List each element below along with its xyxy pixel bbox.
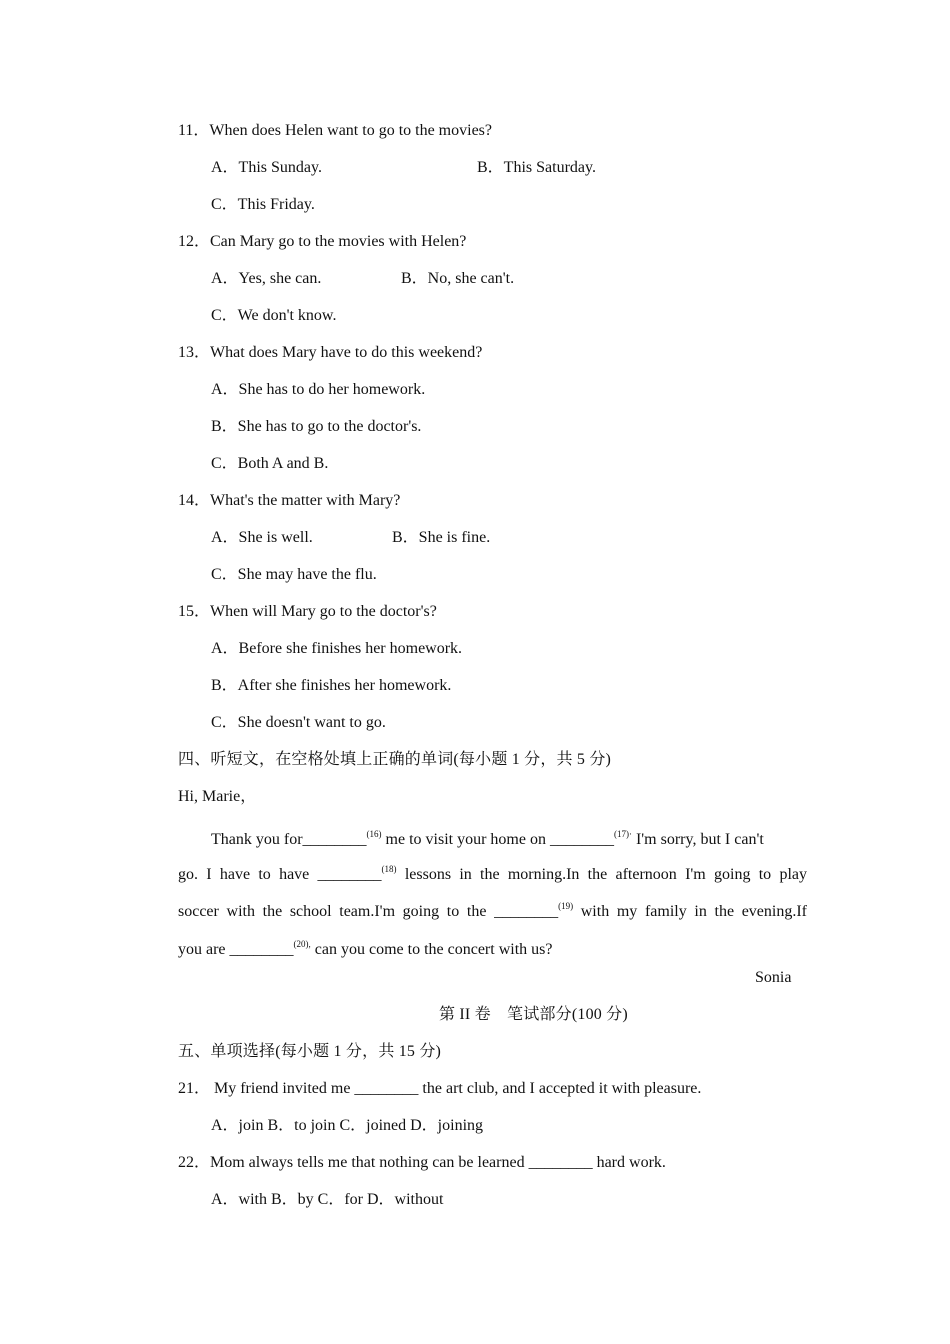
- passage-text: can you come to the concert with us?: [310, 941, 553, 958]
- blank-number-17: (17)·: [613, 829, 632, 839]
- passage-line-3: [178, 896, 807, 922]
- option-11-c: C．This Friday.: [211, 196, 315, 213]
- passage-text: go. I have to have ________: [178, 866, 382, 883]
- passage-text: I'm sorry, but I can't: [631, 831, 764, 848]
- part-2-title: 第 II 卷 笔试部分(100 分): [439, 1006, 628, 1023]
- passage-text: Thank you for________: [211, 831, 367, 848]
- passage-line-4: [178, 934, 552, 960]
- blank-number-18: (18): [381, 864, 397, 874]
- option-13-a: A．She has to do her homework.: [211, 381, 426, 398]
- options-21: A．join B．to join C．joined D．joining: [211, 1117, 484, 1134]
- passage-text: lessons in the morning.In the afternoon I'm going to play: [396, 866, 807, 883]
- option-15-b: B．After she finishes her homework.: [211, 677, 452, 694]
- option-14-c: C．She may have the flu.: [211, 566, 377, 583]
- passage-line-2: [178, 859, 807, 885]
- option-12-b: B．No, she can't.: [401, 270, 515, 287]
- option-15-c: C．She doesn't want to go.: [211, 714, 386, 731]
- blank-number-16: (16): [366, 829, 382, 839]
- question-11: 11．When does Helen want to go to the movies?: [178, 122, 493, 139]
- question-21: 21． My friend invited me ________ the art club, and I accepted it with pleasure.: [178, 1080, 702, 1097]
- question-14: 14．What's the matter with Mary?: [178, 492, 401, 509]
- passage-text: you are ________: [178, 941, 294, 958]
- option-14-a: A．She is well.: [211, 529, 313, 546]
- passage-line-1: [211, 824, 764, 850]
- section-5-heading: 五、单项选择(每小题 1 分，共 15 分): [178, 1043, 442, 1060]
- option-11-a: A．This Sunday.: [211, 159, 322, 176]
- blank-number-19: (19): [558, 901, 574, 911]
- options-22: A．with B．by C．for D．without: [211, 1191, 444, 1208]
- option-13-c: C．Both A and B.: [211, 455, 329, 472]
- option-14-b: B．She is fine.: [392, 529, 491, 546]
- letter-greeting: Hi, Marie，: [178, 788, 257, 805]
- option-12-c: C．We don't know.: [211, 307, 337, 324]
- question-12: 12．Can Mary go to the movies with Helen?: [178, 233, 467, 250]
- passage-text: me to visit your home on ________: [381, 831, 614, 848]
- question-22: 22．Mom always tells me that nothing can be learned ________ hard work.: [178, 1154, 666, 1171]
- section-4-heading: 四、听短文，在空格处填上正确的单词(每小题 1 分，共 5 分): [178, 751, 612, 768]
- option-15-a: A．Before she finishes her homework.: [211, 640, 463, 657]
- option-13-b: B．She has to go to the doctor's.: [211, 418, 422, 435]
- option-11-b: B．This Saturday.: [477, 159, 596, 176]
- passage-text: with my family in the evening.If: [573, 903, 808, 920]
- question-15: 15．When will Mary go to the doctor's?: [178, 603, 437, 620]
- passage-text: soccer with the school team.I'm going to the ________: [178, 903, 559, 920]
- letter-signature: Sonia: [755, 969, 792, 986]
- question-13: 13．What does Mary have to do this weekend?: [178, 344, 483, 361]
- option-12-a: A．Yes, she can.: [211, 270, 322, 287]
- blank-number-20: (20),: [293, 939, 311, 949]
